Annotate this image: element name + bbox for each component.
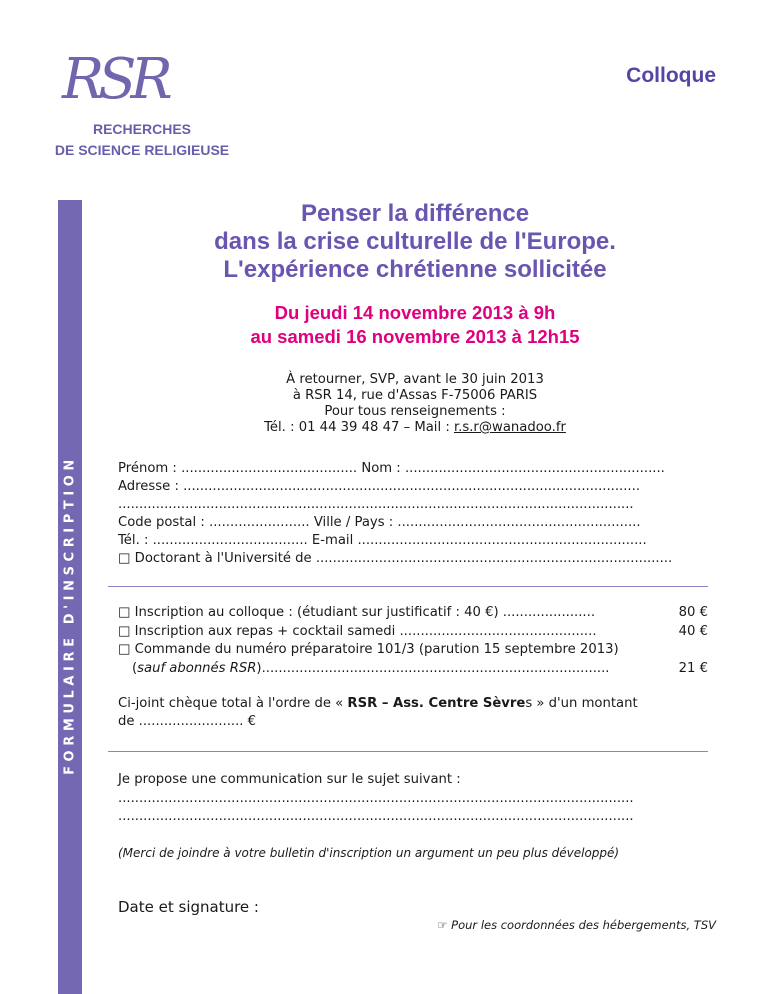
colloquium-title xyxy=(110,200,720,284)
cheque-payee: RSR – Ass. Centre Sèvre xyxy=(347,696,526,711)
org-line-2: DE SCIENCE RELIGIEUSE xyxy=(54,142,230,158)
title-line-3: L'expérience chrétienne sollicitée xyxy=(223,256,607,283)
proposal-section xyxy=(118,771,708,827)
repas-price: 40 € xyxy=(678,623,708,639)
organization-name xyxy=(22,119,262,161)
address-field[interactable]: Adresse : ............................................................................................................. xyxy=(118,479,641,494)
pointing-hand-icon: ☞ xyxy=(437,918,448,932)
divider xyxy=(108,751,708,752)
commande-checkbox[interactable]: □ xyxy=(118,642,131,657)
postcode-field[interactable]: Code postal : ........................ xyxy=(118,515,310,530)
sidebar-label: FORMULAIRE D'INSCRIPTION xyxy=(62,455,78,775)
title-line-1: Penser la différence xyxy=(300,200,530,227)
title-line-2: dans la crise culturelle de l'Europe. xyxy=(214,228,616,255)
colloque-price: 80 € xyxy=(678,605,708,620)
cheque-prefix: Ci-joint chèque total à l'ordre de « xyxy=(118,696,348,711)
info-heading: Pour tous renseignements : xyxy=(324,404,506,419)
commande-paren: ( xyxy=(132,660,138,676)
fee-commande-detail-row xyxy=(118,660,708,679)
address-continued-field[interactable]: ........................................................................................................................... xyxy=(118,497,634,512)
dates-line-1: Du jeudi 14 novembre 2013 à 9h xyxy=(274,302,556,323)
fee-commande-row xyxy=(118,641,708,660)
email-field[interactable]: E-mail ..................................................................... xyxy=(307,533,647,548)
return-deadline: À retourner, SVP, avant le 30 juin 2013 xyxy=(286,372,544,387)
footer-note xyxy=(437,918,716,932)
signature-field[interactable]: Date et signature : xyxy=(118,898,259,916)
phone-text: Tél. : 01 44 39 48 47 – Mail : xyxy=(264,420,454,435)
lastname-field[interactable]: Nom : .............................................................. xyxy=(357,461,665,476)
proposal-label: Je propose une communication sur le sujet suivant : xyxy=(118,772,461,787)
org-line-1: RECHERCHES xyxy=(92,121,191,137)
phone-field[interactable]: Tél. : ..................................... xyxy=(118,533,308,548)
rsr-logo: RSR xyxy=(62,47,167,112)
commande-label: Commande du numéro préparatoire 101/3 (parution 15 septembre 2013) xyxy=(130,642,619,657)
cheque-suffix: s » d'un montant xyxy=(525,696,638,711)
footer-text: Pour les coordonnées des hébergements, TSV xyxy=(447,918,716,932)
registration-fields xyxy=(118,460,708,568)
sidebar-band xyxy=(58,200,82,994)
cheque-line-1 xyxy=(118,695,708,713)
fee-colloque-row xyxy=(118,604,708,623)
postcode-row xyxy=(118,514,708,532)
doctoral-field[interactable]: Doctorant à l'Université de ..................................................................................... xyxy=(130,551,673,566)
cheque-amount-field[interactable]: de ......................... € xyxy=(118,714,257,729)
email-link[interactable]: r.s.r@wanadoo.fr xyxy=(453,420,566,435)
colloque-label: Inscription au colloque : (étudiant sur justificatif : 40 €) ...................... xyxy=(130,605,596,620)
commande-exception: sauf abonnés RSR xyxy=(137,660,257,676)
proposal-note: (Merci de joindre à votre bulletin d'inscription un argument un peu plus développé) xyxy=(118,846,620,860)
doctoral-checkbox[interactable]: □ xyxy=(118,551,131,566)
event-type-label: Colloque xyxy=(626,64,716,87)
colloque-checkbox[interactable]: □ xyxy=(118,605,131,620)
fees-section xyxy=(118,604,708,678)
contact-line xyxy=(110,420,720,436)
phone-row xyxy=(118,532,708,550)
return-info xyxy=(110,372,720,436)
firstname-field[interactable]: Prénom : .......................................... xyxy=(118,461,358,476)
dates-line-2: au samedi 16 novembre 2013 à 12h15 xyxy=(250,326,580,347)
fee-repas-row xyxy=(118,623,708,642)
divider xyxy=(108,586,708,587)
commande-dots: )................................................................................... xyxy=(256,660,610,676)
repas-checkbox[interactable]: □ xyxy=(118,623,131,639)
doctoral-row xyxy=(118,550,708,568)
repas-label: Inscription aux repas + cocktail samedi ............................................... xyxy=(130,623,597,639)
city-field[interactable]: Ville / Pays : .......................................................... xyxy=(309,515,641,530)
cheque-section xyxy=(118,695,708,731)
proposal-line-2[interactable]: ........................................................................................................................... xyxy=(118,809,634,824)
commande-price: 21 € xyxy=(678,660,708,676)
return-address: à RSR 14, rue d'Assas F-75006 PARIS xyxy=(292,388,538,403)
name-row xyxy=(118,460,708,478)
event-dates xyxy=(110,301,720,349)
proposal-line-1[interactable]: ........................................................................................................................... xyxy=(118,790,634,806)
